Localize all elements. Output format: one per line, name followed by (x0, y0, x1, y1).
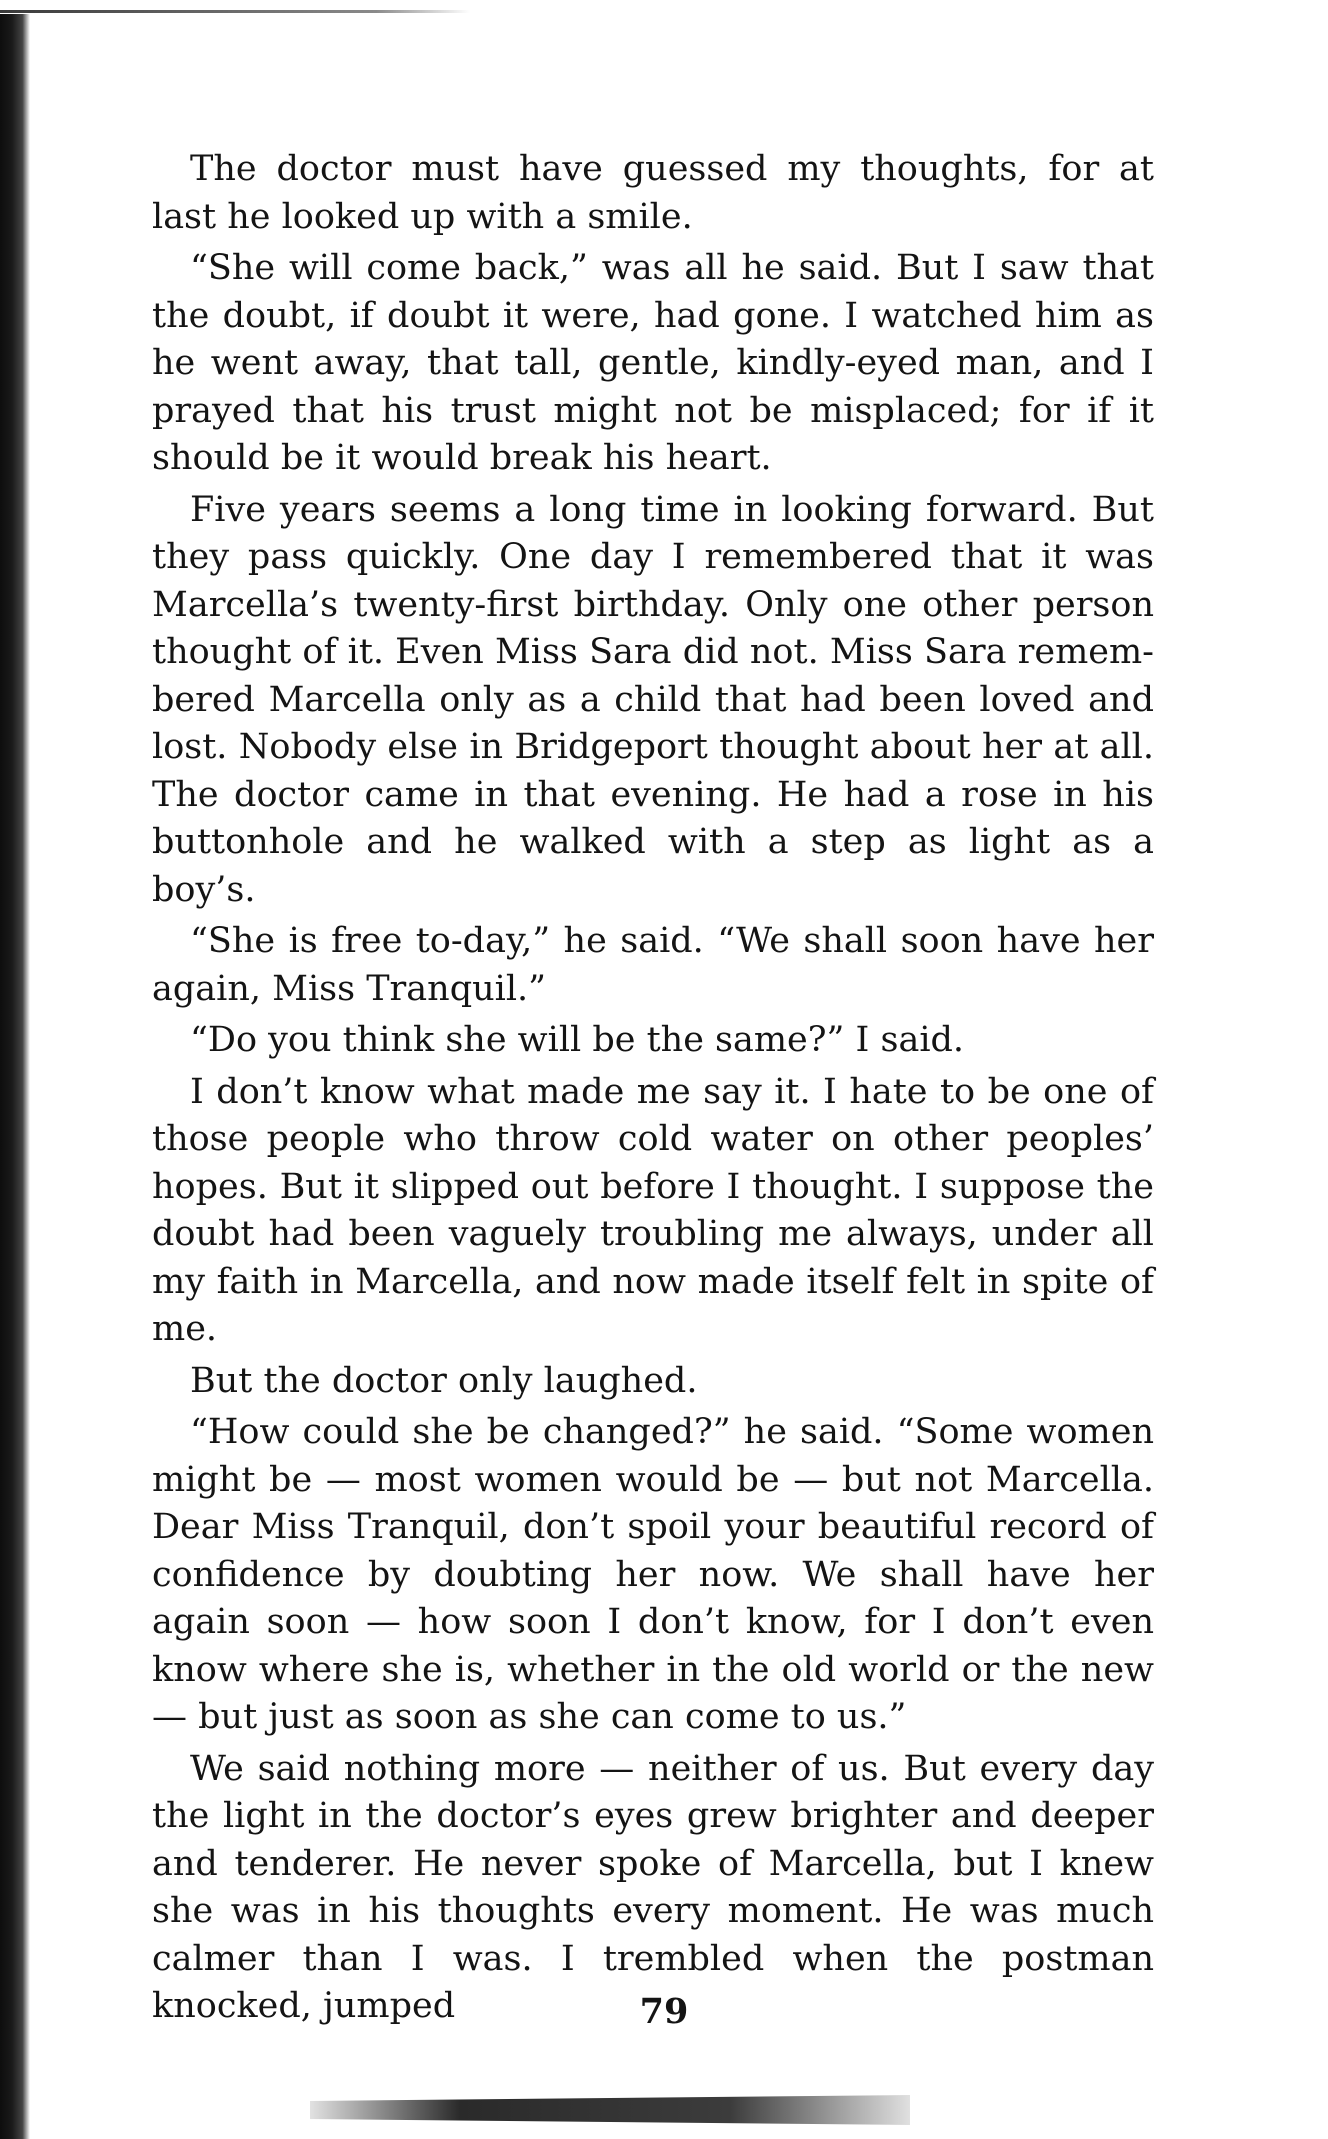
page-number: 79 (639, 1991, 689, 2032)
page-bottom-shadow (310, 2095, 910, 2125)
paragraph-5: “Do you think she will be the same?” I said. (190, 1020, 965, 1060)
paragraph-8: “How could she be changed?” he said. “Some women might be — most women would be — but not Marcella. Dear Miss Tranquil, don’t spoil your beautiful record of confidence by doubting her now. We shall have her again soon — how soon I don’t know, for I don’t even know where she is, whether in the old world or the new — but just as soon as she can come to us.” (152, 1412, 1154, 1737)
paragraph-7: But the doctor only laughed. (190, 1360, 698, 1401)
page-body (152, 146, 1154, 2035)
paragraph-6: I don’t know what made me say it. I hate to be one of those people who throw cold water on other peoples’ hopes. But it slipped out before I thought. I suppose the doubt had been vaguely troubling me always, under all my faith in Marcella, and now made itself felt in spite of me. (152, 1071, 1154, 1349)
paragraph-2: “She will come back,” was all he said. But I saw that the doubt, if doubt it were, had gone. I watched him as he went away, that tall, gentle, kindly-eyed man, and I prayed that his trust might not be misplaced; for if it should be it would break his heart. (152, 248, 1154, 478)
book-binding-shadow (0, 14, 30, 2139)
paragraph-4: “She is free to-day,” he said. “We shall soon have her again, Miss Tranquil.” (152, 921, 1154, 1009)
paragraph-3: Five years seems a long time in looking forward. But they pass quickly. One day I remembered that it was Marcella’s twenty-first birthday. Only one other person thought of it. Even Miss Sara did not. Miss Sara remembered Marcella only as a child that had been loved and lost. Nobody else in Bridgeport thought about her at all. The doctor came in that evening. He had a rose in his buttonhole and he walked with a step as light as a boy’s. (152, 489, 1154, 910)
page-top-edge (0, 10, 470, 13)
paragraph-1: The doctor must have guessed my thoughts, for at last he looked up with a smile. (152, 149, 1154, 237)
paragraph-9: We said nothing more — neither of us. But every day the light in the doctor’s eyes grew brighter and deeper and tenderer. He never spoke of Marcella, but I knew she was in his thoughts every moment. He was much calmer than I was. I trembled when the postman knocked, jumped (152, 1748, 1154, 2026)
